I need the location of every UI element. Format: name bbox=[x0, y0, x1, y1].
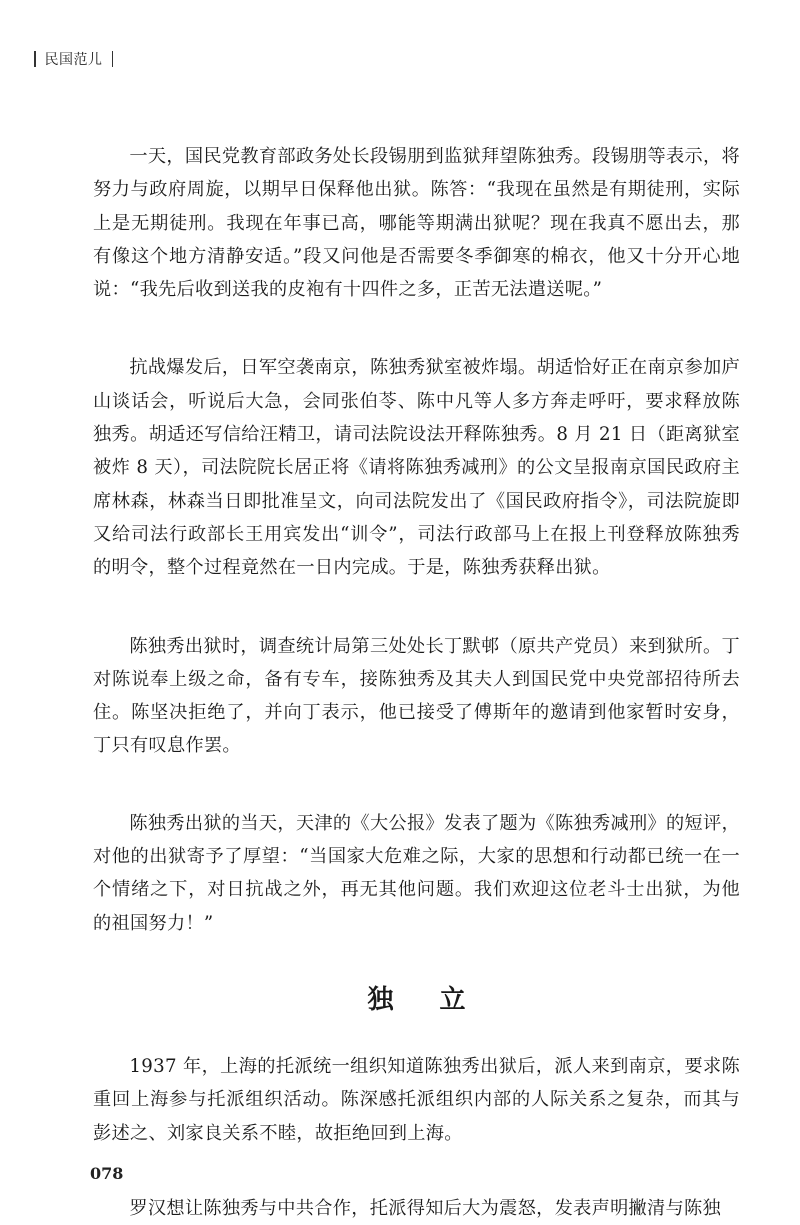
paragraph-dagongbao: 陈独秀出狱的当天，天津的《大公报》发表了题为《陈独秀减刑》的短评，对他的出狱寄予了厚望：“当国家大危难之际，大家的思想和行动都已统一在一个情绪之下，对日抗战之外，再无其他问题。我们欢迎这位老斗士出狱，为他的祖国努力！” bbox=[93, 812, 740, 934]
section-heading: 独立 bbox=[367, 984, 512, 1015]
header-right-rule bbox=[112, 51, 114, 67]
page-number: 078 bbox=[90, 1164, 124, 1183]
page-body bbox=[93, 140, 740, 1225]
paragraph-trotskyists: 1937 年，上海的托派统一组织知道陈独秀出狱后，派人来到南京，要求陈重回上海参与托派组织活动。陈深感托派组织内部的人际关系之复杂，而其与彭述之、刘家良关系不睦，故拒绝回到上海。 bbox=[93, 1055, 740, 1144]
paragraph-luo-han: 罗汉想让陈独秀与中共合作，托派得知后大为震怒，发表声明撇清与陈独 bbox=[129, 1197, 721, 1219]
paragraph-release: 抗战爆发后，日军空袭南京，陈独秀狱室被炸塌。胡适恰好正在南京参加庐山谈话会，听说后大急，会同张伯苓、陈中凡等人多方奔走呼吁，要求释放陈独秀。胡适还写信给汪精卫，请司法院设法开释陈独秀。8 月 21 日（距离狱室被炸 8 天），司法院院长居正将《请将陈独秀减刑》的公文呈报南京国民政府主席林森，林森当日即批准呈文，向司法院发出了《国民政府指令》，司法院旋即又给司法行政部长王用宾发出“训令”，司法行政部马上在报上刊登释放陈独秀的明令，整个过程竟然在一日内完成。于是，陈独秀获释出狱。 bbox=[93, 357, 740, 579]
running-title: 民国范儿 bbox=[44, 52, 103, 68]
paragraph-ding-mocun: 陈独秀出狱时，调查统计局第三处处长丁默邨（原共产党员）来到狱所。丁对陈说奉上级之命，备有专车，接陈独秀及其夫人到国民党中央党部招待所去住。陈坚决拒绝了，并向丁表示，他已接受了傅斯年的邀请到他家暂时安身，丁只有叹息作罢。 bbox=[93, 635, 740, 757]
running-header bbox=[34, 46, 113, 72]
paragraph-visit: 一天，国民党教育部政务处长段锡朋到监狱拜望陈独秀。段锡朋等表示，将努力与政府周旋，以期早日保释他出狱。陈答：“我现在虽然是有期徒刑，实际上是无期徒刑。我现在年事已高，哪能等期满出狱呢？现在我真不愿出去，那有像这个地方清静安适。”段又问他是否需要冬季御寒的棉衣，他又十分开心地说：“我先后收到送我的皮袍有十四件之多，正苦无法遣送呢。” bbox=[93, 146, 740, 301]
